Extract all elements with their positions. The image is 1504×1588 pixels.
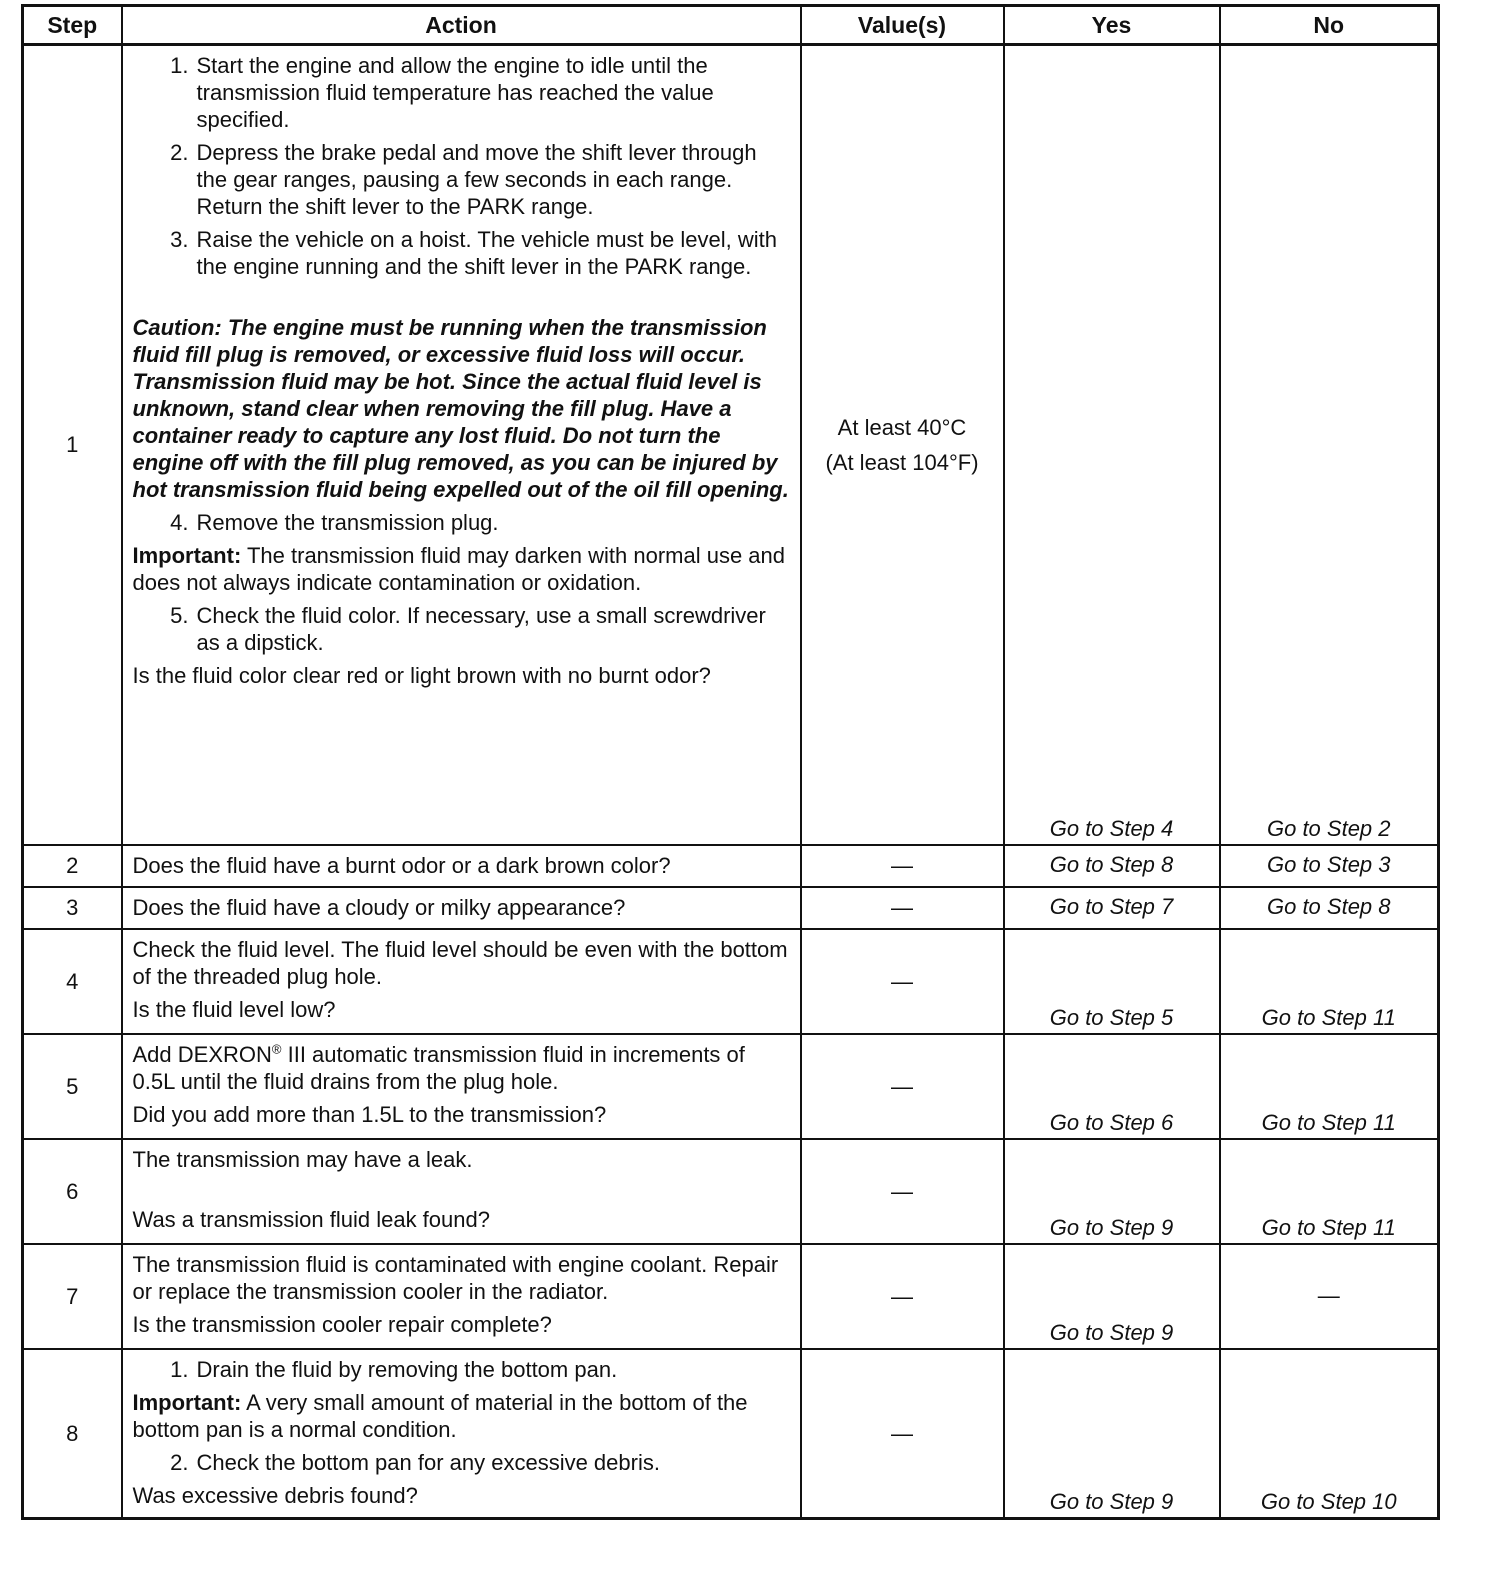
item-number: 3. [170,227,189,252]
item-number: 1. [170,53,189,78]
question-text: Was excessive debris found? [132,1482,418,1508]
value-line: At least 40°C [837,414,967,440]
list-item [133,52,792,133]
important-label: Important: [132,543,242,568]
no-cell: Go to Step 11 [1220,929,1439,1034]
table-row [23,1139,1439,1244]
header-no: No [1220,6,1439,45]
question-text: Does the fluid have a burnt odor or a dark brown color? [122,845,801,887]
question-text: Is the fluid level low? [132,996,336,1022]
list-item [133,1449,792,1476]
table-row [23,845,1439,887]
diagnostic-table [21,4,1440,1520]
step-number: 3 [23,887,122,929]
action-cell [122,1139,801,1244]
step-number: 1 [23,45,122,845]
table-row [23,1349,1439,1519]
action-cell [122,1034,801,1139]
value-cell: — [801,1349,1004,1519]
list-item [133,1356,792,1383]
value-cell [801,45,1004,845]
header-yes: Yes [1004,6,1220,45]
important-label: Important: [132,1389,242,1415]
value-cell: — [801,929,1004,1034]
yes-cell: Go to Step 8 [1004,845,1220,887]
value-cell: — [801,1034,1004,1139]
header-row [23,6,1439,45]
step-number: 2 [23,845,122,887]
yes-cell: Go to Step 9 [1004,1244,1220,1349]
action-text: Check the fluid level. The fluid level should be even with the bottom of the threaded plug hole. [132,936,788,989]
yes-cell: Go to Step 5 [1004,929,1220,1034]
action-cell [122,1244,801,1349]
action-cell [122,45,801,845]
step-number: 6 [23,1139,122,1244]
no-cell: Go to Step 8 [1220,887,1439,929]
item-number: 2. [170,1449,189,1475]
action-text-part: III automatic transmission fluid in increments of 0.5L until the fluid drains from the plug hole. [132,1041,745,1094]
action-text: The transmission may have a leak. [132,1146,473,1172]
question-text: Did you add more than 1.5L to the transmission? [132,1101,607,1127]
value-line: (At least 104°F) [825,449,979,475]
important-note [133,542,792,596]
yes-cell: Go to Step 4 [1004,45,1220,845]
item-number: 5. [170,603,189,628]
item-text: Check the fluid color. If necessary, use a small screwdriver as a dipstick. [196,603,766,655]
yes-cell: Go to Step 7 [1004,887,1220,929]
item-text: Start the engine and allow the engine to idle until the transmission fluid temperature has reached the value specified. [196,53,714,132]
header-step: Step [23,6,122,45]
step-number: 5 [23,1034,122,1139]
important-text: The transmission fluid may darken with normal use and does not always indicate contamination or oxidation. [132,543,786,595]
action-text [133,1041,792,1095]
no-cell: — [1220,1244,1439,1349]
header-action: Action [122,6,801,45]
list-item [133,602,792,656]
no-cell: Go to Step 10 [1220,1349,1439,1519]
important-text: A very small amount of material in the bottom of the bottom pan is a normal condition. [132,1389,748,1442]
item-text: Check the bottom pan for any excessive debris. [196,1449,660,1475]
table-row [23,1034,1439,1139]
no-cell: Go to Step 11 [1220,1034,1439,1139]
question-text: Is the transmission cooler repair complete? [132,1311,552,1337]
table-row [23,929,1439,1034]
value-cell: — [801,1139,1004,1244]
table-row [23,887,1439,929]
action-cell [122,1349,801,1519]
table-row [23,45,1439,845]
item-text: Raise the vehicle on a hoist. The vehicle must be level, with the engine running and the shift lever in the PARK range. [196,227,777,279]
step-number: 8 [23,1349,122,1519]
value-cell: — [801,1244,1004,1349]
action-text: The transmission fluid is contaminated with engine coolant. Repair or replace the transmission cooler in the radiator. [132,1251,779,1304]
yes-cell: Go to Step 9 [1004,1349,1220,1519]
value-cell: — [801,887,1004,929]
registered-mark: ® [271,1041,282,1057]
item-text: Remove the transmission plug. [196,510,499,535]
value-cell: — [801,845,1004,887]
action-cell [122,929,801,1034]
no-cell: Go to Step 2 [1220,45,1439,845]
action-text-part: Add DEXRON [132,1041,272,1067]
step-number: 4 [23,929,122,1034]
question-text: Does the fluid have a cloudy or milky appearance? [122,887,801,929]
no-cell: Go to Step 3 [1220,845,1439,887]
list-item [133,226,792,280]
item-number: 2. [170,140,189,165]
step-number: 7 [23,1244,122,1349]
yes-cell: Go to Step 9 [1004,1139,1220,1244]
important-note [133,1389,792,1443]
item-text: Drain the fluid by removing the bottom pan. [196,1356,618,1382]
caution-note: Caution: The engine must be running when the transmission fluid fill plug is removed, or excessive fluid loss will occur. Transmission fluid may be hot. Since the actual fluid level is unknown, stand clear when removing the fill plug. Have a container ready to capture any lost fluid. Do not turn the engine off with the fill plug removed, as you can be injured by hot transmission fluid being expelled out of the oil fill opening. [132,315,789,502]
no-cell: Go to Step 11 [1220,1139,1439,1244]
list-item [133,139,792,220]
item-number: 4. [170,510,189,535]
header-values: Value(s) [801,6,1004,45]
list-item [133,509,792,536]
question-text: Is the fluid color clear red or light brown with no burnt odor? [132,663,711,688]
item-text: Depress the brake pedal and move the shift lever through the gear ranges, pausing a few seconds in each range. Return the shift lever to the PARK range. [196,140,757,219]
question-text: Was a transmission fluid leak found? [132,1206,490,1232]
yes-cell: Go to Step 6 [1004,1034,1220,1139]
table-row [23,1244,1439,1349]
item-number: 1. [170,1356,189,1382]
